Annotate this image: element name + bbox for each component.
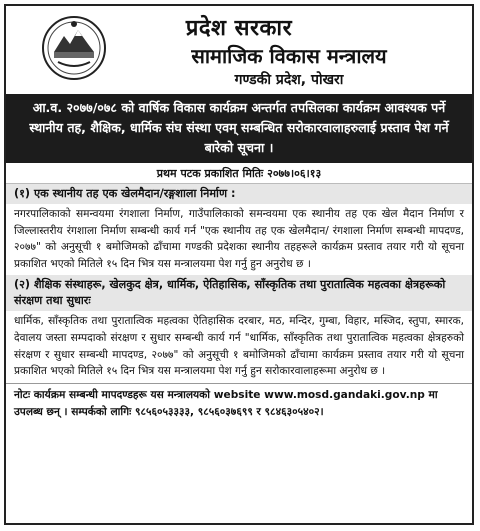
notice-header [6,6,472,94]
section-2-title: (२) शैक्षिक संस्थाहरू, खेलकुद क्षेत्र, धार्मिक, ऐतिहासिक, साँस्कृतिक तथा पुरातात्विक महत्वका क्षेत्रहरूको संरक्षण तथा सुधारः [6,275,472,311]
section-1-title: (१) एक स्थानीय तह एक खेलमैदान/रङ्गशाला निर्माण : [6,184,472,204]
issuer-location: गण्डकी प्रदेश, पोखरा [234,72,344,88]
section-1 [6,184,472,275]
issuer-ministry: सामाजिक विकास मन्त्रालय [191,44,387,68]
publish-date: प्रथम पटक प्रकाशित मितिः २०७७।०६।१३ [6,163,472,184]
notice-frame [4,4,474,525]
section-1-body: नगरपालिकाको समन्वयमा रंगशाला निर्माण, गाउँपालिकाको समन्वयमा एक स्थानीय तह एक खेल मैदान निर्माण र जिल्लास्तरीय रंगशाला निर्माण सम्बन्धी कार्य गर्न "एक स्थानीय तह एक खेलमैदान/ रंगशाला निर्माण सम्बन्धी मापदण्ड, २०७७" को अनुसूची १ बमोजिमको ढाँचामा गण्डकी प्रदेशका स्थानीय तहहरूले कार्यक्रम प्रस्ताव तयार गरी यो सूचना प्रकाशित भएको मितिले १५ दिन भित्र यस मन्त्रालयमा पेश गर्नु हुन अनुरोध छ । [14,208,464,270]
section-2 [6,275,472,382]
section-2-body: धार्मिक, साँस्कृतिक तथा पुरातात्विक महत्वका ऐतिहासिक दरबार, मठ, मन्दिर, गुम्बा, विहार, मस्जिद, स्तुपा, स्मारक, देवालय जस्ता सम्पदाको संरक्षण र सुधार सम्बन्धी कार्य गर्न "धार्मिक, साँस्कृतिक तथा पुरातात्विक महत्वका क्षेत्रहरुको संरक्षण र सुधार सम्बन्धी मापदण्ड, २०७७" को अनुसूची १ बमोजिमको ढाँचामा कार्यक्रम प्रस्ताव तयार गरी यो सूचना प्रकाशित भएको मितिले १५ दिन भित्र यस मन्त्रालयमा पेश गर्नु हुन सरोकारवालाहरूमा अनुरोध छ । [14,315,464,378]
contact-note: नोटः कार्यक्रम सम्बन्धी मापदण्डहरू यस मन्त्रालयको website www.mosd.gandaki.gov.np मा उपलब्ध छन् । सम्पर्कको लागिः ९८५६०५३३३३, ९८५६०३७६९९ र ९८४६३०५४०२। [6,383,472,421]
issuer-government: प्रदेश सरकार [185,16,293,41]
notice-title-banner: आ.व. २०७७/०७८ को वार्षिक विकास कार्यक्रम अन्तर्गत तपसिलका कार्यक्रम आवश्यक पर्ने स्थानीय तह, शैक्षिक, धार्मिक संघ संस्था एवम् सम्बन्धित सरोकारवालाहरुलाई प्रस्ताव पेश गर्ने बारेको सूचना । [6,94,472,163]
